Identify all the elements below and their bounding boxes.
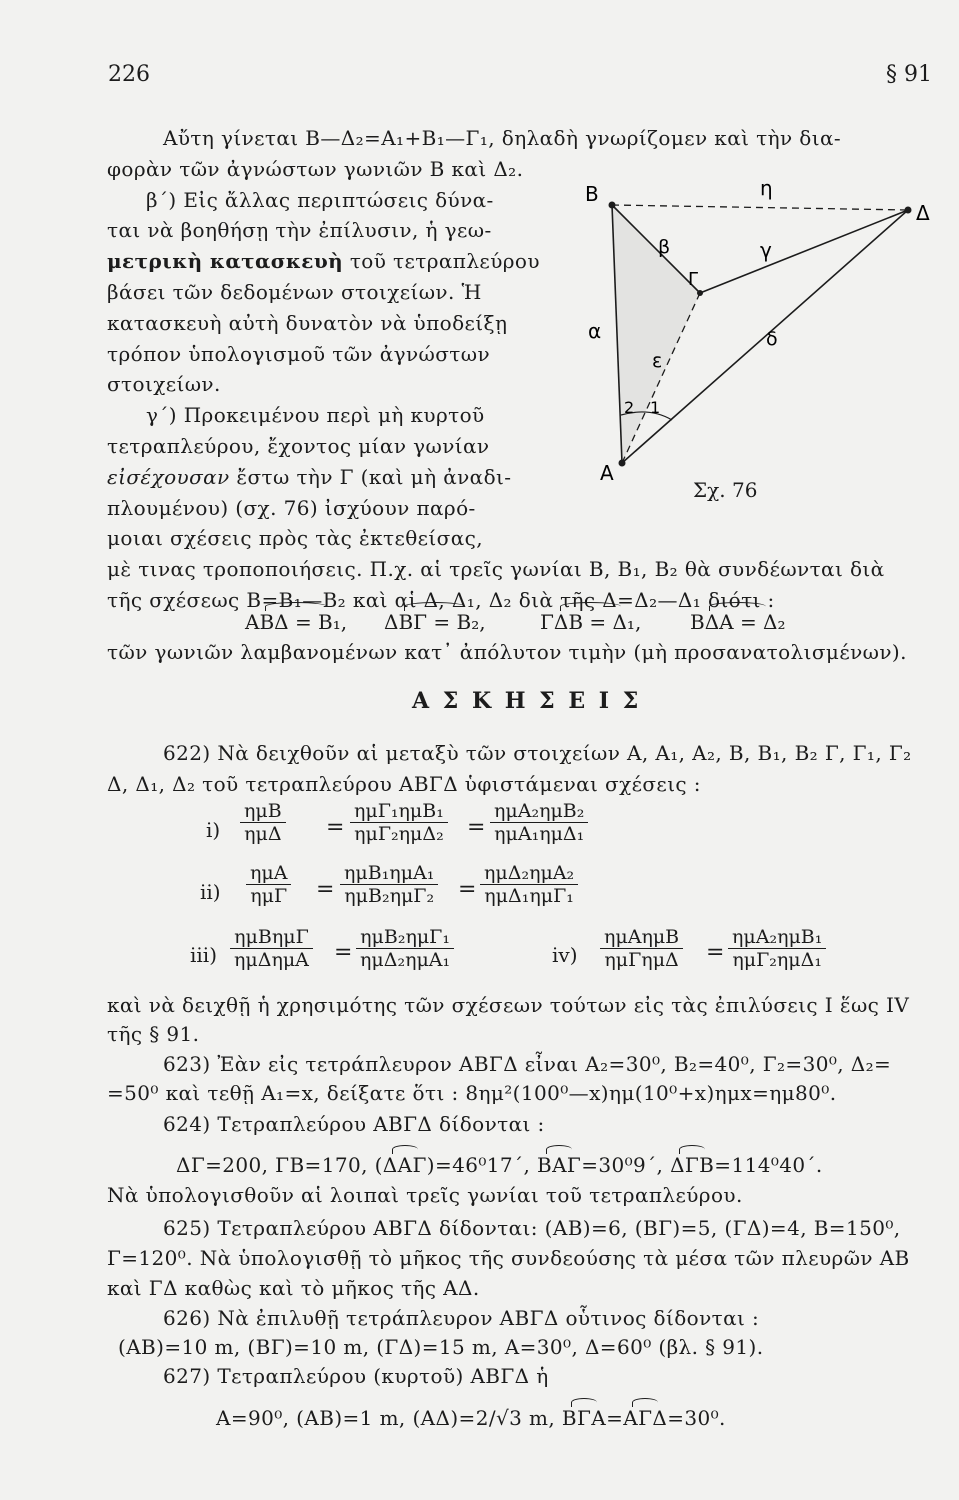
figure-label-eps: ε — [652, 350, 663, 372]
angle-def-1: ΑΒΔ = Β₁, — [245, 610, 348, 634]
gamma-line-3 — [107, 465, 511, 489]
figure-caption: Σχ. 76 — [693, 478, 758, 502]
eq-ii-1: = — [316, 877, 335, 902]
after-angles-line: τῶν γωνιῶν λαμβανομένων κατ᾽ ἀπόλυτον τιμὴν (μὴ προσανατολισμένων). — [107, 640, 907, 664]
frac-iii-2: ημΒ₂ημΓ₁ ημΔ₂ημΑ₁ — [356, 926, 454, 971]
beta-line-5: κατασκευὴ αὐτὴ δυνατὸν νὰ ὑποδείξῃ — [107, 311, 508, 335]
figure-label-two: 2 — [624, 398, 635, 417]
angle-def-3: ΓΔΒ = Δ₁, — [540, 610, 642, 634]
figure-shading — [612, 205, 700, 463]
ex622-label-i: i) — [206, 818, 221, 842]
gamma-line-2: τετραπλεύρου, ἔχοντος μίαν γωνίαν — [107, 434, 490, 458]
eq-iii-1: = — [334, 940, 353, 965]
beta-bold-term: μετρικὴ κατασκευὴ — [107, 249, 344, 273]
beta-line-6: τρόπον ὑπολογισμοῦ τῶν ἀγνώστων — [107, 342, 491, 366]
ex622-label-ii: ii) — [200, 880, 221, 904]
angle-dag: ΔΑΓ — [382, 1153, 427, 1177]
beta-line-3-rest: τοῦ τετραπλεύρου — [343, 249, 540, 273]
ex626-line-2: (ΑΒ)=10 m, (ΒΓ)=10 m, (ΓΔ)=15 m, Α=30⁰, Δ=60⁰ (βλ. § 91). — [118, 1335, 764, 1359]
gamma-line-1: γ΄) Προκειμένου περὶ μὴ κυρτοῦ — [146, 403, 485, 427]
ex626-line-1: 626) Νὰ ἐπιλυθῇ τετράπλευρον ΑΒΓΔ οὗτινος δίδονται : — [163, 1306, 760, 1330]
gamma-line-3-rest: ἔστω τὴν Γ (καὶ μὴ ἀναδι- — [229, 465, 512, 489]
frac-iv-2: ημΑ₂ημΒ₁ ημΓ₂ημΔ₁ — [728, 926, 826, 971]
figure-label-d: Δ — [916, 201, 930, 225]
ex625-line-3: καὶ ΓΔ καθὼς καὶ τὸ μῆκος τῆς ΑΔ. — [107, 1276, 480, 1300]
beta-line-4: βάσει τῶν δεδομένων στοιχείων. Ἡ — [107, 280, 482, 304]
ex624-line-3: Νὰ ὑπολογισθοῦν αἱ λοιπαὶ τρεῖς γωνίαι τοῦ τετραπλεύρου. — [107, 1183, 743, 1207]
figure-label-b: Β — [585, 182, 599, 206]
beta-line-7: στοιχείων. — [107, 372, 221, 396]
ex624-line-2: ΔΓ=200, ΓΒ=170, (ΔΑΓ)=46⁰17΄, ΒΑΓ=30⁰9΄, ΔΓΒ=114⁰40΄. — [176, 1153, 823, 1177]
ex625-line-2: Γ=120⁰. Νὰ ὑπολογισθῇ τὸ μῆκος τῆς συνδεούσης τὰ μέσα τῶν πλευρῶν ΑΒ — [107, 1246, 910, 1270]
ex622-label-iii: iii) — [190, 943, 217, 967]
gamma-line-7: τῆς σχέσεως Β=Β₁—Β₂ καὶ αἱ Δ, Δ₁, Δ₂ διὰ τῆς Δ=Δ₂—Δ₁ διότι : — [107, 588, 775, 612]
ex622-line-4: τῆς § 91. — [107, 1022, 200, 1046]
ex625-line-1: 625) Τετραπλεύρου ΑΒΓΔ δίδονται: (ΑΒ)=6, (ΒΓ)=5, (ΓΔ)=4, Β=150⁰, — [163, 1216, 901, 1240]
angle-bag: ΒΑΓ — [536, 1153, 582, 1177]
ex622-label-iv: iv) — [552, 943, 578, 967]
frac-iv-1: ημΑημΒ ημΓημΔ — [600, 926, 683, 971]
figure-label-delta: δ — [766, 328, 778, 350]
frac-i-1: ημΒ ημΔ — [240, 800, 286, 845]
frac-ii-3: ημΔ₂ημΑ₂ ημΔ₁ημΓ₁ — [480, 862, 578, 907]
figure-label-one: 1 — [650, 398, 661, 417]
ex624-line-1: 624) Τετραπλεύρου ΑΒΓΔ δίδονται : — [163, 1112, 545, 1136]
figure-label-gamma: γ — [760, 238, 772, 262]
section-number: § 91 — [886, 62, 932, 87]
ex622-line-2: Δ, Δ₁, Δ₂ τοῦ τετραπλεύρου ΑΒΓΔ ὑφιστάμεναι σχέσεις : — [107, 772, 701, 796]
figure-label-alpha: α — [588, 319, 602, 343]
gamma-line-4: πλουμένου) (σχ. 76) ἰσχύουν παρό- — [107, 496, 476, 520]
beta-line-2: ται νὰ βοηθήσῃ τὴν ἐπίλυσιν, ἡ γεω- — [107, 218, 492, 242]
figure-label-eta: η — [760, 176, 773, 200]
figure-side-gd — [700, 210, 908, 293]
exercises-title: Α Σ Κ Η Σ Ε Ι Σ — [412, 688, 642, 714]
ex627-line-1: 627) Τετραπλεύρου (κυρτοῦ) ΑΒΓΔ ἡ — [163, 1364, 549, 1388]
eq-ii-2: = — [458, 877, 477, 902]
ex622-line-1: 622) Νὰ δειχθοῦν αἱ μεταξὺ τῶν στοιχείων Α, Α₁, Α₂, Β, Β₁, Β₂ Γ, Γ₁, Γ₂ — [163, 741, 912, 765]
eq-i-1: = — [326, 815, 345, 840]
figure-label-g: Γ — [688, 269, 699, 290]
ex622-line-3: καὶ νὰ δειχθῇ ἡ χρησιμότης τῶν σχέσεων τούτων εἰς τὰς ἐπιλύσεις Ι ἕως IV — [107, 993, 910, 1017]
beta-line-1: β΄) Εἰς ἄλλας περιπτώσεις δύνα- — [146, 188, 494, 212]
ex627-line-2: Α=90⁰, (ΑΒ)=1 m, (ΑΔ)=2/√3 m, ΒΓΑ=ΑΓΔ=30⁰. — [216, 1406, 726, 1430]
figure-point-a — [619, 460, 626, 467]
frac-iii-1: ημΒημΓ ημΔημΑ — [230, 926, 313, 971]
intro-line-1: Αὔτη γίνεται Β—Δ₂=Α₁+Β₁—Γ₁, δηλαδὴ γνωρίζομεν καὶ τὴν δια- — [163, 126, 842, 150]
figure-point-g — [697, 290, 703, 296]
intro-line-2: φορὰν τῶν ἀγνώστων γωνιῶν Β καὶ Δ₂. — [107, 157, 524, 181]
frac-ii-2: ημΒ₁ημΑ₁ ημΒ₂ημΓ₂ — [340, 862, 438, 907]
ex623-line-1: 623) Ἐὰν εἰς τετράπλευρον ΑΒΓΔ εἶναι Α₂=30⁰, Β₂=40⁰, Γ₂=30⁰, Δ₂= — [163, 1052, 892, 1076]
gamma-line-6: μὲ τινας τροποποιήσεις. Π.χ. αἱ τρεῖς γωνίαι Β, Β₁, Β₂ θὰ συνδέωνται διὰ — [107, 557, 885, 581]
beta-line-3 — [107, 249, 540, 273]
figure-76 — [560, 175, 959, 515]
frac-ii-1: ημΑ ημΓ — [246, 862, 291, 907]
figure-label-a: Α — [600, 461, 614, 485]
frac-i-2: ημΓ₁ημΒ₁ ημΓ₂ημΔ₂ — [350, 800, 448, 845]
angle-agd: ΑΓΔ — [623, 1406, 668, 1430]
figure-label-beta: β — [658, 236, 671, 258]
eq-i-2: = — [467, 815, 486, 840]
ex623-line-2: =50⁰ καὶ τεθῇ Α₁=x, δείξατε ὅτι : 8ημ²(100⁰—x)ημ(10⁰+x)ημx=ημ80⁰. — [107, 1081, 837, 1105]
gamma-italic-term: εἰσέχουσαν — [107, 465, 230, 489]
angle-def-2: ΔΒΓ = Β₂, — [384, 610, 486, 634]
angle-dgb: ΔΓΒ — [670, 1153, 715, 1177]
gamma-line-5: μοιαι σχέσεις πρὸς τὰς ἐκτεθείσας, — [107, 526, 483, 550]
figure-dashed-bd — [612, 205, 908, 210]
figure-point-d — [905, 207, 912, 214]
page-number: 226 — [108, 62, 150, 87]
angle-bga: ΒΓΑ — [561, 1406, 607, 1430]
figure-point-b — [609, 202, 616, 209]
frac-i-3: ημΑ₂ημΒ₂ ημΑ₁ημΔ₁ — [490, 800, 588, 845]
angle-def-4: ΒΔΑ = Δ₂ — [690, 610, 786, 634]
eq-iv-1: = — [706, 940, 725, 965]
